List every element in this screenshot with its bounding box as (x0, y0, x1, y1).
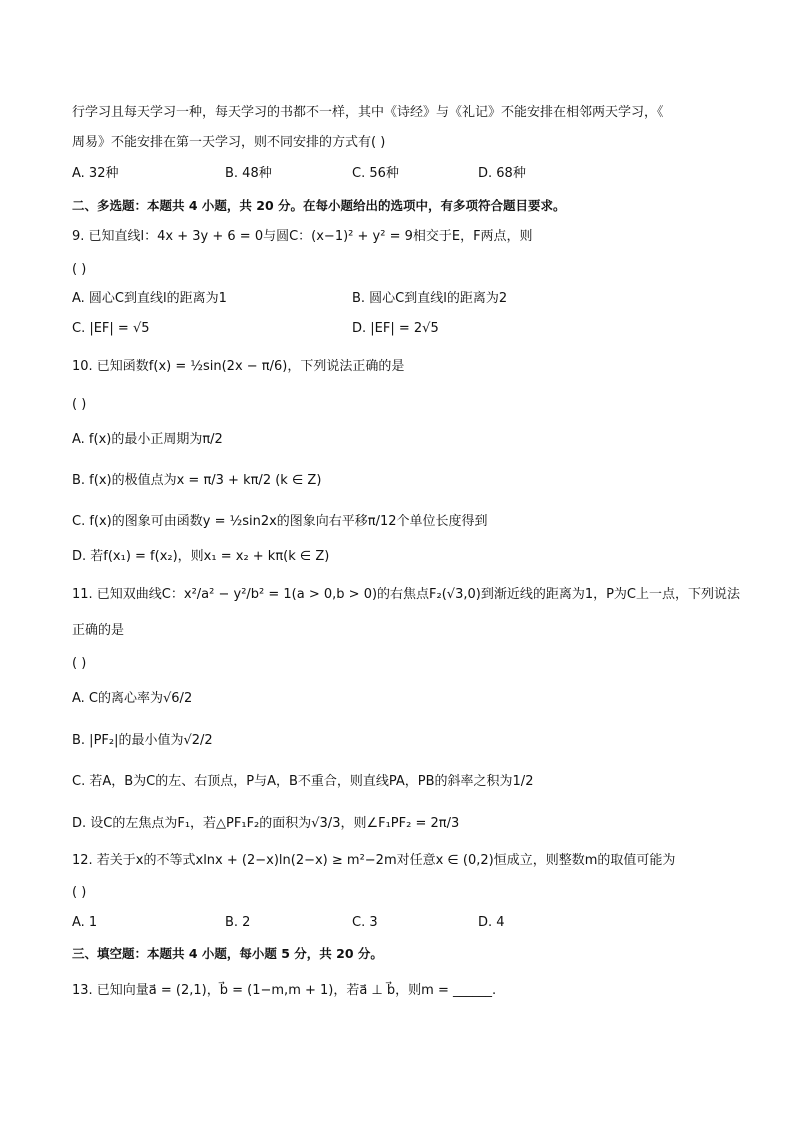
q10-option-c: C. f(x)的图象可由函数y = ½sin2x的图象向右平移π/12个单位长度得到 (72, 514, 488, 529)
q9-option-a: A. 圆心C到直线l的距离为1 (72, 291, 227, 306)
q11-option-c: C. 若A，B为C的左、右顶点，P与A，B不重合，则直线PA，PB的斜率之积为1/2 (72, 774, 534, 789)
q9-option-b: B. 圆心C到直线l的距离为2 (352, 291, 508, 306)
q9-paren: ( ) (72, 262, 87, 277)
q10-text: 10. 已知函数f(x) = ½sin(2x − π/6)，下列说法正确的是 (72, 359, 405, 374)
q8-option-b: B. 48种 (225, 166, 272, 181)
q12-text: 12. 若关于x的不等式xlnx + (2−x)ln(2−x) ≥ m²−2m对任意x ∈ (0,2)恒成立，则整数m的取值可能为 (72, 853, 676, 868)
q11-option-a: A. C的离心率为√6/2 (72, 691, 193, 706)
q10-option-a: A. f(x)的最小正周期为π/2 (72, 432, 223, 447)
q11-text-line-2: 正确的是 (72, 623, 125, 638)
q8-option-d: D. 68种 (478, 166, 526, 181)
q9-option-c: C. |EF| = √5 (72, 321, 150, 336)
q11-paren: ( ) (72, 656, 87, 671)
q12-option-b: B. 2 (225, 915, 251, 930)
q11-text-line-1: 11. 已知双曲线C：x²/a² − y²/b² = 1(a > 0,b > 0)的右焦点F₂(√3,0)到渐近线的距离为1，P为C上一点，下列说法 (72, 587, 741, 602)
section-2-heading: 二、多选题：本题共 4 小题，共 20 分。在每小题给出的选项中，有多项符合题目要求。 (72, 198, 566, 213)
q8-option-a: A. 32种 (72, 166, 119, 181)
q9-text: 9. 已知直线l：4x + 3y + 6 = 0与圆C：(x−1)² + y² = 9相交于E，F两点，则 (72, 229, 533, 244)
q8-option-c: C. 56种 (352, 166, 399, 181)
q11-option-b: B. |PF₂|的最小值为√2/2 (72, 733, 213, 748)
q10-option-d: D. 若f(x₁) = f(x₂)，则x₁ = x₂ + kπ(k ∈ Z) (72, 549, 330, 564)
q12-paren: ( ) (72, 885, 87, 900)
q8-text-line-2: 周易》不能安排在第一天学习，则不同安排的方式有( ) (72, 135, 386, 150)
q12-option-a: A. 1 (72, 915, 98, 930)
q11-option-d: D. 设C的左焦点为F₁，若△PF₁F₂的面积为√3/3，则∠F₁PF₂ = 2π/3 (72, 816, 460, 831)
q8-text-line-1: 行学习且每天学习一种，每天学习的书都不一样，其中《诗经》与《礼记》不能安排在相邻两天学习，《 (72, 105, 664, 120)
q9-option-d: D. |EF| = 2√5 (352, 321, 439, 336)
section-3-heading: 三、填空题：本题共 4 小题，每小题 5 分，共 20 分。 (72, 946, 383, 961)
q12-option-d: D. 4 (478, 915, 505, 930)
q12-option-c: C. 3 (352, 915, 378, 930)
q13-text: 13. 已知向量a⃗ = (2,1)，b⃗ = (1−m,m + 1)，若a⃗ ⊥ b⃗，则m = ______. (72, 983, 497, 998)
q10-paren: ( ) (72, 397, 87, 412)
q10-option-b: B. f(x)的极值点为x = π/3 + kπ/2 (k ∈ Z) (72, 473, 322, 488)
